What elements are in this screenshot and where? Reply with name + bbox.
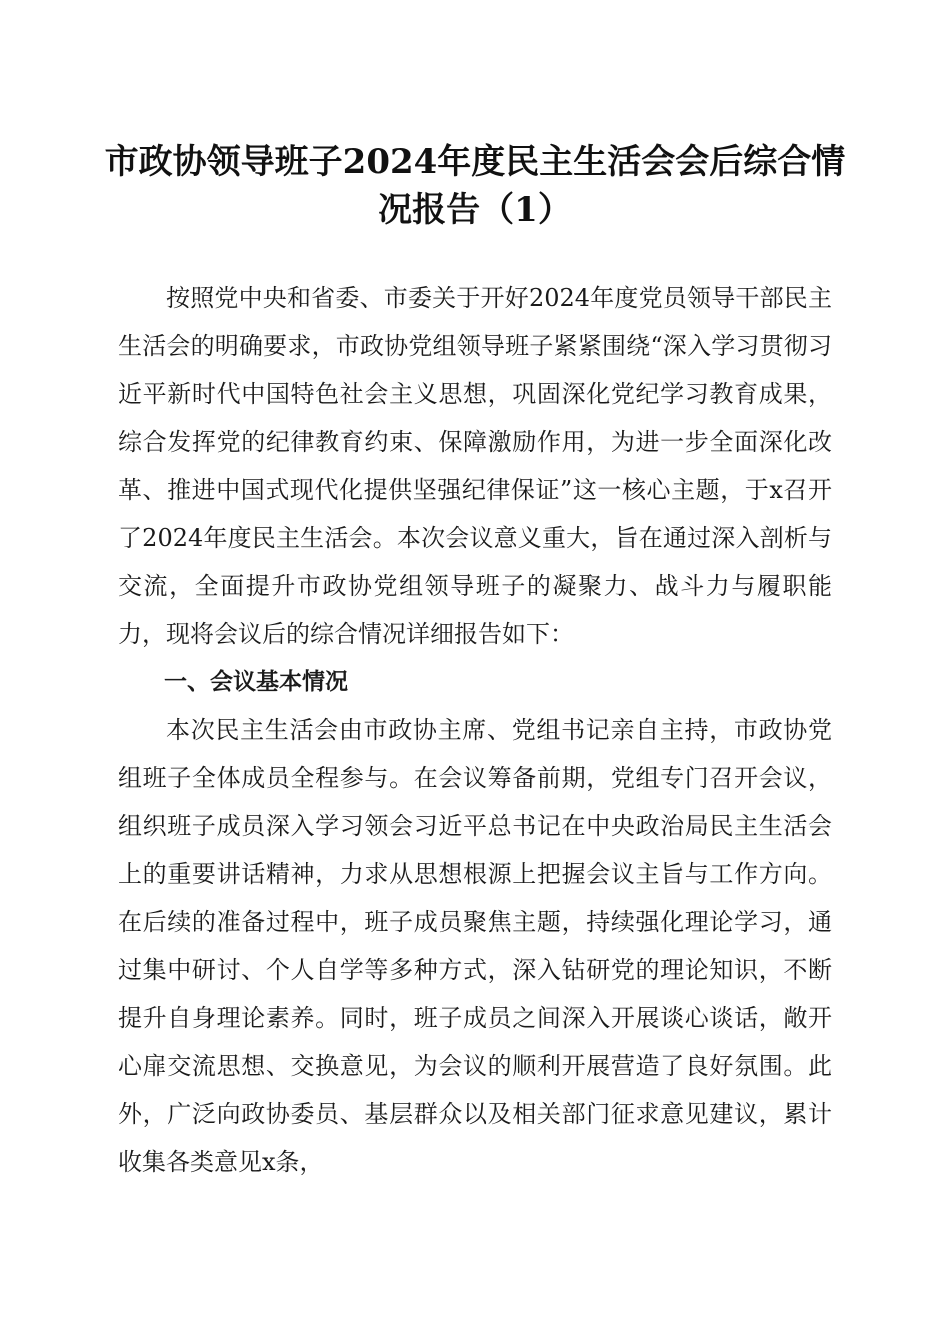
intro-paragraph: 按照党中央和省委、市委关于开好2024年度党员领导干部民主生活会的明确要求，市政协党组领导班子紧紧围绕“深入学习贯彻习近平新时代中国特色社会主义思想，巩固深化党纪学习教育成果，综合发挥党的纪律教育约束、保障激励作用，为进一步全面深化改革、推进中国式现代化提供坚强纪律保证”这一核心主题，于x召开了2024年度民主生活会。本次会议意义重大，旨在通过深入剖析与交流，全面提升市政协党组领导班子的凝聚力、战斗力与履职能力，现将会议后的综合情况详细报告如下：: [118, 284, 832, 648]
document-title: 市政协领导班子2024年度民主生活会会后综合情况报告（1）: [104, 142, 846, 230]
document-body: [118, 274, 832, 1186]
section-heading: 一、会议基本情况: [164, 669, 348, 695]
section-paragraph: 本次民主生活会由市政协主席、党组书记亲自主持，市政协党组班子全体成员全程参与。在会议筹备前期，党组专门召开会议，组织班子成员深入学习领会习近平总书记在中央政治局民主生活会上的重要讲话精神，力求从思想根源上把握会议主旨与工作方向。在后续的准备过程中，班子成员聚焦主题，持续强化理论学习，通过集中研讨、个人自学等多种方式，深入钻研党的理论知识，不断提升自身理论素养。同时，班子成员之间深入开展谈心谈话，敞开心扉交流思想、交换意见，为会议的顺利开展营造了良好氛围。此外，广泛向政协委员、基层群众以及相关部门征求意见建议，累计收集各类意见x条，: [118, 716, 832, 1176]
